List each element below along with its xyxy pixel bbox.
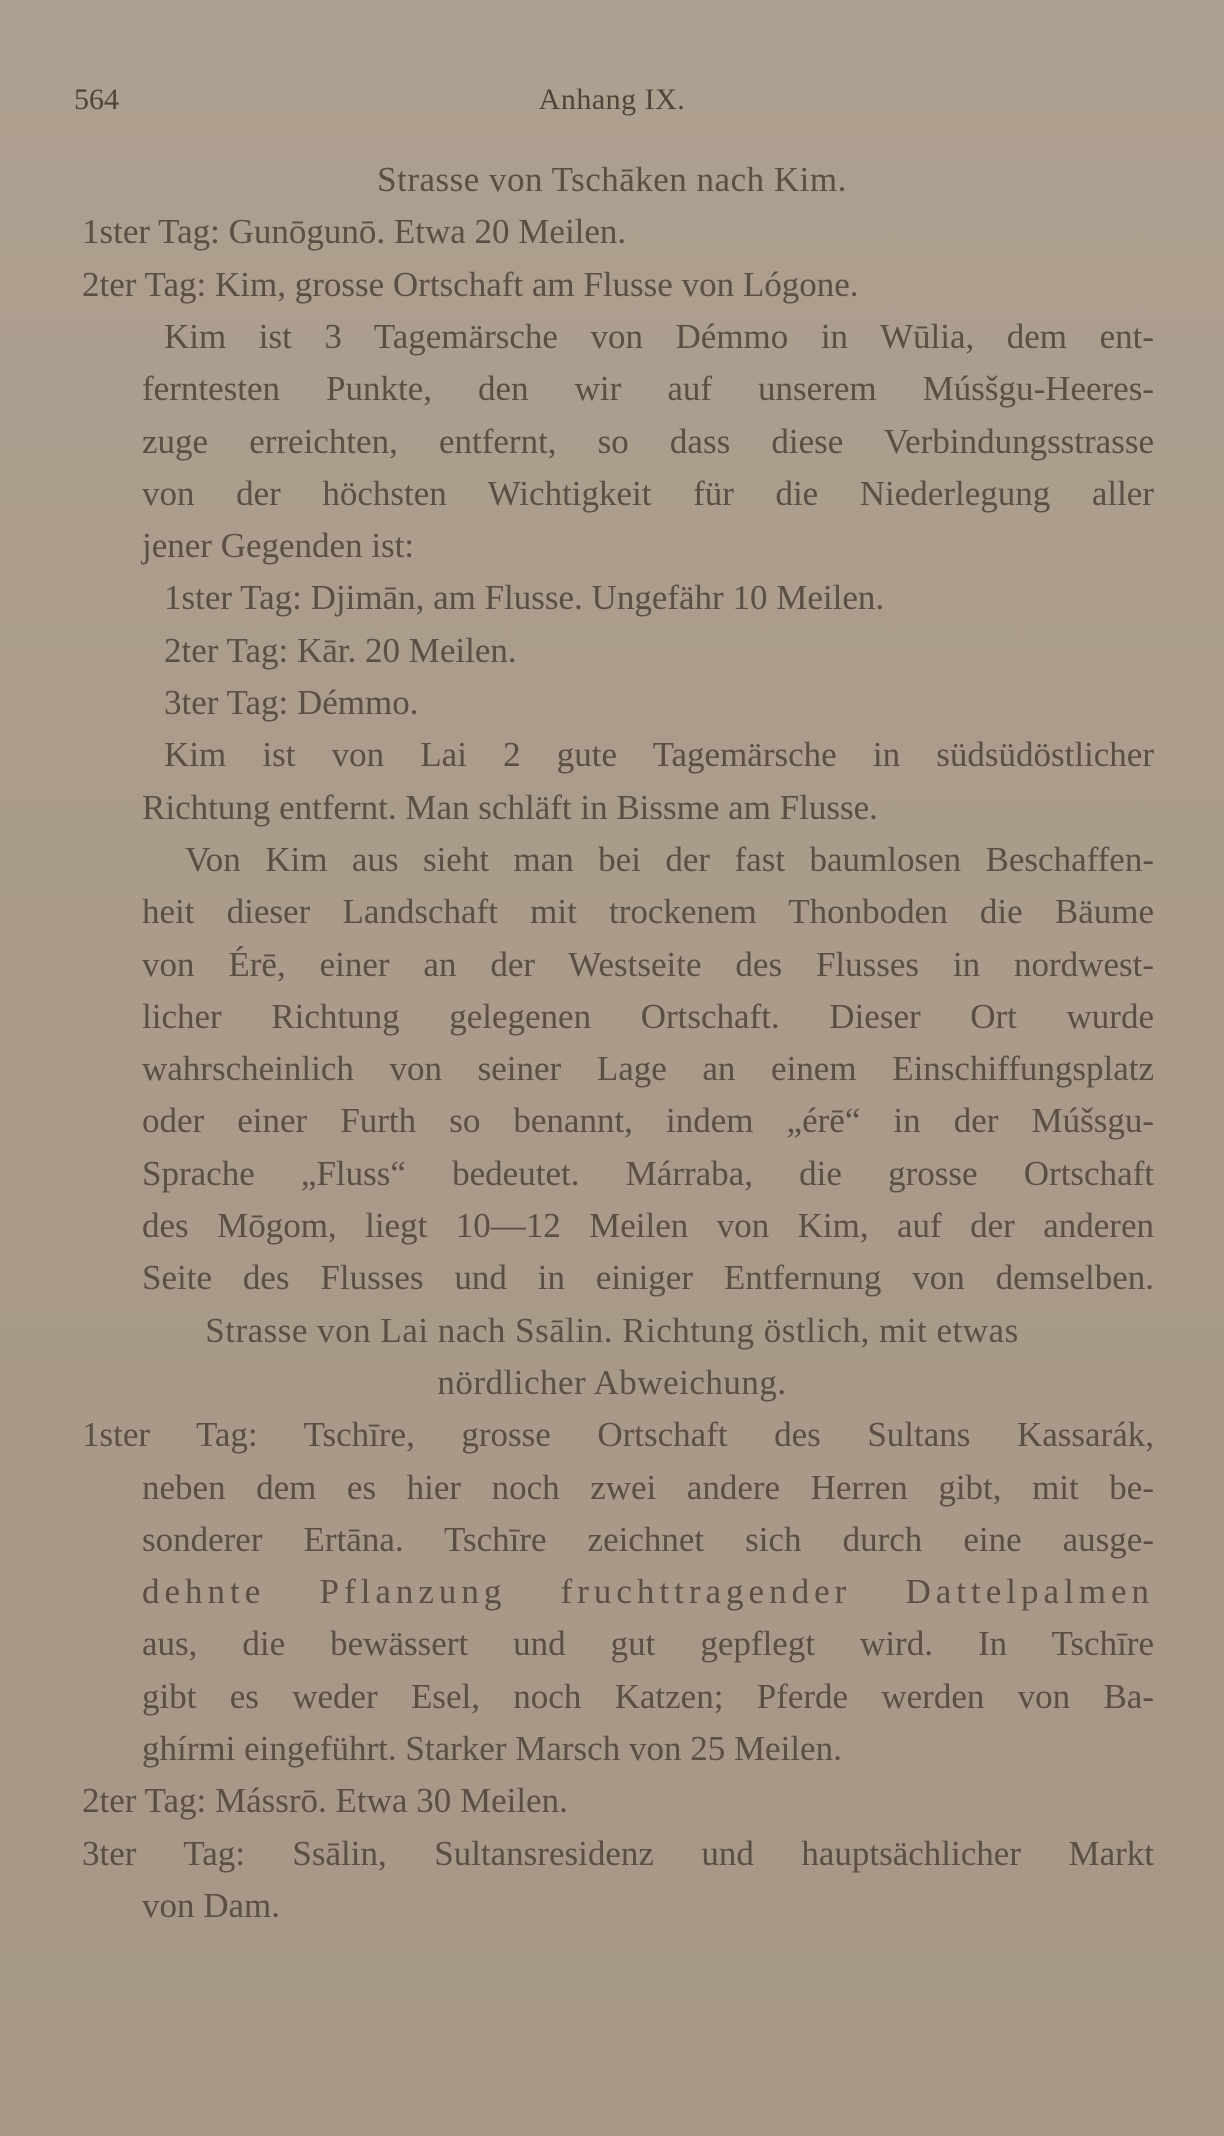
- text-line: dehnte Pflanzung fruchttragender Dattelpalmen: [142, 1572, 1154, 1612]
- text-line: 1ster Tag: Gunōgunō. Etwa 20 Meilen.: [82, 212, 627, 252]
- text-line: von der höchsten Wichtigkeit für die Niederlegung aller: [142, 473, 1154, 513]
- text-line: heit dieser Landschaft mit trockenem Thonboden die Bäume: [142, 892, 1154, 932]
- text-line: ferntesten Punkte, den wir auf unserem Músšgu-Heeres-: [142, 369, 1154, 409]
- text-line: licher Richtung gelegenen Ortschaft. Dieser Ort wurde: [142, 996, 1154, 1036]
- text-line: zuge erreichten, entfernt, so dass diese Verbindungsstrasse: [142, 421, 1154, 461]
- text-line: des Mōgom, liegt 10—12 Meilen von Kim, auf der anderen: [142, 1206, 1154, 1245]
- running-head: [0, 74, 1224, 126]
- text-line: 1ster Tag: Djimān, am Flusse. Ungefähr 10 Meilen.: [164, 578, 885, 618]
- text-line: 3ter Tag: Ssālin, Sultansresidenz und hauptsächlicher Markt: [82, 1833, 1154, 1873]
- running-title: Anhang IX.: [538, 83, 686, 116]
- text-line: aus, die bewässert und gut gepflegt wird. In Tschīre: [142, 1624, 1154, 1664]
- text-line: Von Kim aus sieht man bei der fast baumlosen Beschaffen-: [185, 839, 1154, 879]
- text-line: sonderer Ertāna. Tschīre zeichnet sich durch eine ausge-: [142, 1519, 1154, 1559]
- text-line: von Dam.: [142, 1885, 281, 1925]
- text-line: ghírmi eingeführt. Starker Marsch von 25 Meilen.: [142, 1729, 842, 1768]
- route-heading: Strasse von Lai nach Ssālin. Richtung östlich, mit etwas: [205, 1310, 1019, 1350]
- text-line: wahrscheinlich von seiner Lage an einem Einschiffungsplatz: [142, 1049, 1154, 1089]
- text-line: 2ter Tag: Kār. 20 Meilen.: [164, 630, 517, 670]
- text-line: jener Gegenden ist:: [142, 526, 415, 566]
- route-heading: nördlicher Abweichung.: [437, 1362, 787, 1402]
- text-line: Seite des Flusses und in einiger Entfernung von demselben.: [142, 1258, 1154, 1298]
- text-line: 1ster Tag: Tschīre, grosse Ortschaft des Sultans Kassarák,: [82, 1415, 1154, 1455]
- text-line: 2ter Tag: Mássrō. Etwa 30 Meilen.: [82, 1781, 568, 1821]
- text-line: Kim ist 3 Tagemärsche von Démmo in Wūlia, dem ent-: [164, 316, 1154, 356]
- text-line: Richtung entfernt. Man schläft in Bissme am Flusse.: [142, 787, 878, 827]
- text-line: Sprache „Fluss“ bedeutet. Márraba, die grosse Ortschaft: [142, 1153, 1154, 1193]
- text-line: 3ter Tag: Démmo.: [164, 683, 419, 722]
- text-line: oder einer Furth so benannt, indem „érē“ in der Múšsgu-: [142, 1101, 1154, 1141]
- text-line: von Érē, einer an der Westseite des Flusses in nordwest-: [142, 944, 1154, 984]
- page-number: 564: [74, 83, 119, 116]
- text-line: Kim ist von Lai 2 gute Tagemärsche in südsüdöstlicher: [164, 735, 1154, 775]
- text-line: neben dem es hier noch zwei andere Herren gibt, mit be-: [142, 1467, 1154, 1507]
- text-line: 2ter Tag: Kim, grosse Ortschaft am Flusse von Lógone.: [82, 264, 859, 304]
- route-heading: Strasse von Tschāken nach Kim.: [377, 160, 847, 199]
- text-line: gibt es weder Esel, noch Katzen; Pferde werden von Ba-: [142, 1676, 1154, 1716]
